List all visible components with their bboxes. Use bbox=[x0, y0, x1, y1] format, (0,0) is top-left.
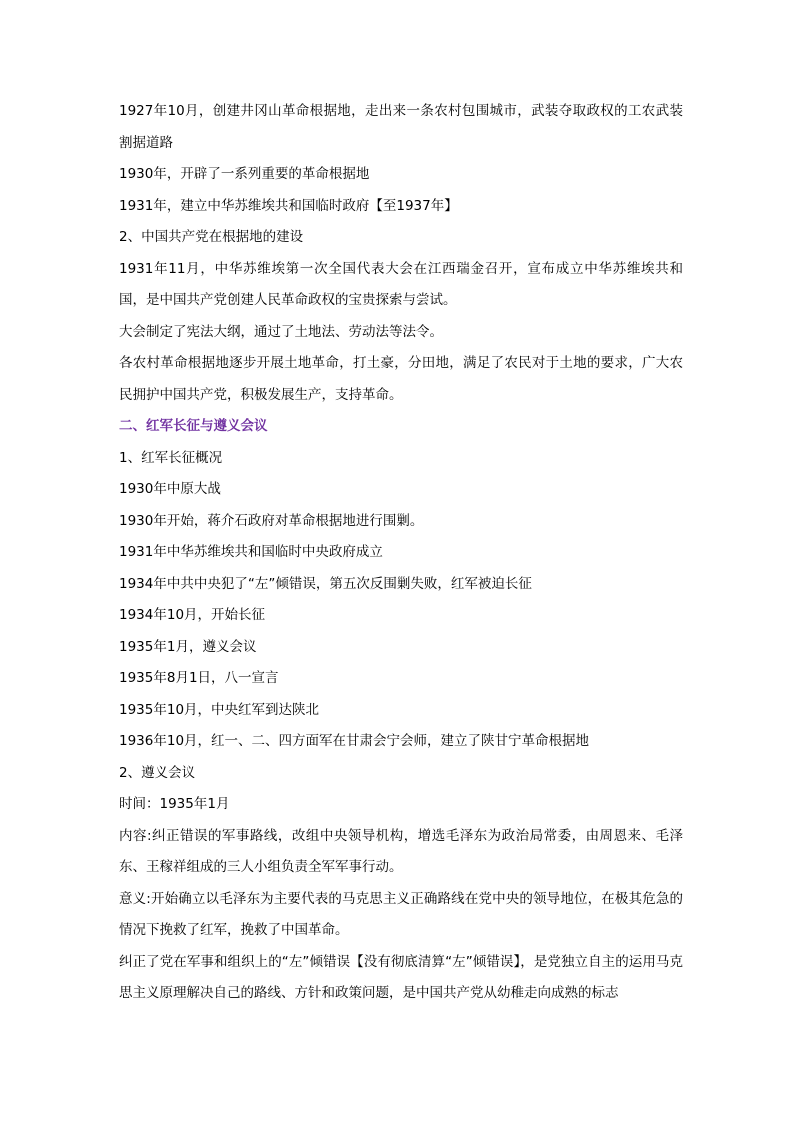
event-item: 1931年中华苏维埃共和国临时中央政府成立 bbox=[119, 544, 383, 560]
paragraph-jinggangshan: 1927年10月，创建井冈山革命根据地，走出来一条农村包围城市，武装夺取政权的工农武装割据道路 bbox=[119, 103, 683, 151]
zunyi-time: 时间：1935年1月 bbox=[119, 796, 230, 812]
paragraph-1930-bases: 1930年，开辟了一系列重要的革命根据地 bbox=[119, 166, 370, 182]
event-item: 1934年10月，开始长征 bbox=[119, 607, 266, 623]
event-item: 1930年开始，蒋介石政府对革命根据地进行围剿。 bbox=[119, 512, 424, 529]
event-item: 1935年1月，遵义会议 bbox=[119, 638, 257, 655]
subheading-base-construction: 2、中国共产党在根据地的建设 bbox=[119, 229, 304, 245]
section-heading-long-march: 二、红军长征与遵义会议 bbox=[119, 418, 268, 434]
subheading-zunyi-conference: 2、遵义会议 bbox=[119, 764, 196, 781]
paragraph-1931-government: 1931年，建立中华苏维埃共和国临时政府【至1937年】 bbox=[119, 197, 458, 214]
event-item: 1934年中共中央犯了“左”倾错误，第五次反围剿失败，红军被迫长征 bbox=[119, 575, 532, 592]
subheading-long-march-overview: 1、红军长征概况 bbox=[119, 449, 223, 466]
event-item: 1935年10月，中央红军到达陕北 bbox=[119, 701, 320, 718]
zunyi-content: 内容:纠正错误的军事路线，改组中央领导机构，增选毛泽东为政治局常委，由周恩来、毛泽东、王稼祥组成的三人小组负责全军军事行动。 bbox=[119, 827, 683, 875]
paragraph-constitution: 大会制定了宪法大纲，通过了土地法、劳动法等法令。 bbox=[119, 323, 443, 340]
zunyi-conclusion: 纠正了党在军事和组织上的“左”倾错误【没有彻底清算“左”倾错误】，是党独立自主的运用马克思主义原理解决自己的路线、方针和政策问题，是中国共产党从幼稚走向成熟的标志 bbox=[119, 953, 683, 1001]
paragraph-1931-congress: 1931年11月，中华苏维埃第一次全国代表大会在江西瑞金召开，宣布成立中华苏维埃共和国，是中国共产党创建人民革命政权的宝贵探索与尝试。 bbox=[119, 260, 683, 308]
event-item: 1930年中原大战 bbox=[119, 481, 221, 497]
event-item: 1936年10月，红一、二、四方面军在甘肃会宁会师，建立了陕甘宁革命根据地 bbox=[119, 733, 590, 749]
event-item: 1935年8月1日，八一宣言 bbox=[119, 670, 279, 686]
paragraph-land-revolution: 各农村革命根据地逐步开展土地革命，打土豪，分田地，满足了农民对于土地的要求，广大农民拥护中国共产党，积极发展生产，支持革命。 bbox=[119, 355, 683, 403]
document-body bbox=[119, 96, 683, 1010]
zunyi-meaning: 意义:开始确立以毛泽东为主要代表的马克思主义正确路线在党中央的领导地位，在极其危急的情况下挽救了红军，挽救了中国革命。 bbox=[119, 890, 683, 938]
